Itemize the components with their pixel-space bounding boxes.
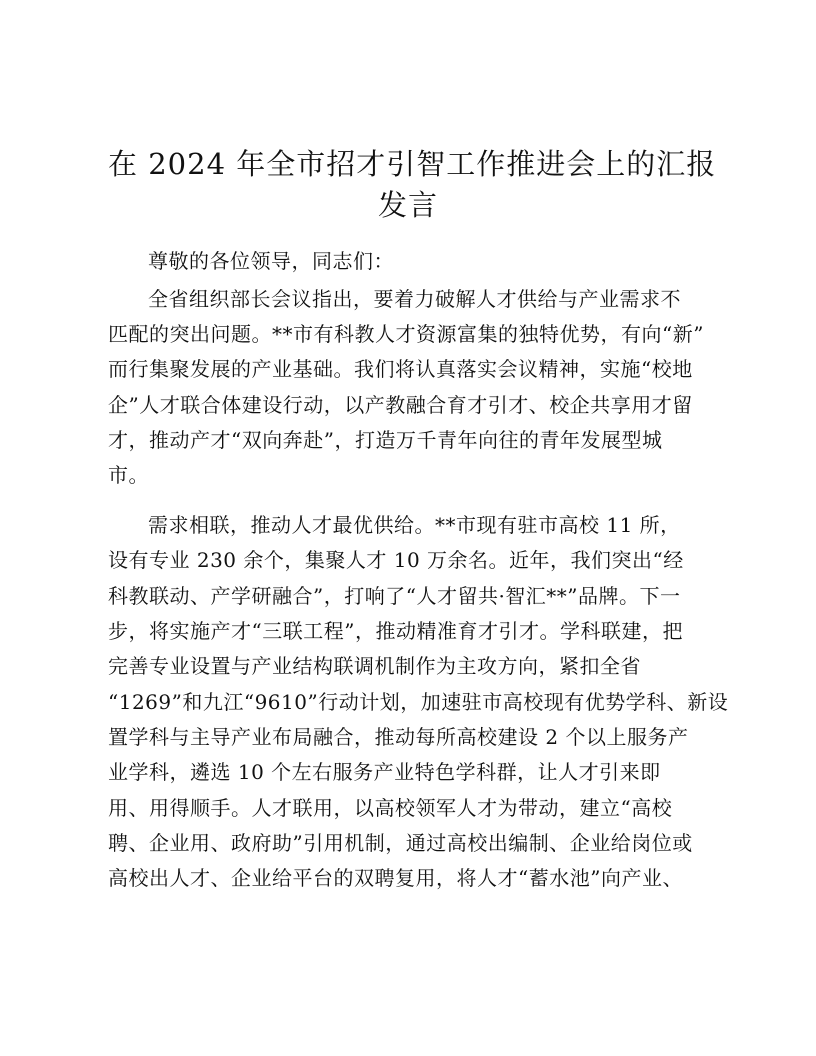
paragraph-1-line-2: 匹配的突出问题。**市有科教人才资源富集的独特优势，有向“新” [108, 322, 704, 346]
paragraph-2-line-2: 设有专业 230 余个，集聚人才 10 万余名。近年，我们突出“经 [108, 548, 684, 572]
paragraph-1-line-4: 企”人才联合体建设行动，以产教融合育才引才、校企共享用才留 [108, 393, 693, 417]
paragraph-1-line-3: 而行集聚发展的产业基础。我们将认真落实会议精神，实施“校地 [108, 357, 693, 381]
document-title-line-1: 在 2024 年全市招才引智工作推进会上的汇报 [108, 147, 717, 181]
paragraph-2-line-9: 用、用得顺手。人才联用，以高校领军人才为带动，建立“高校 [108, 796, 673, 820]
paragraph-2-line-3: 科教联动、产学研融合”，打响了“人才留共·智汇**”品牌。下一 [108, 584, 681, 608]
paragraph-2-line-6: “1269”和九江“9610”行动计划，加速驻市高校现有优势学科、新设 [108, 690, 729, 714]
salutation-line: 尊敬的各位领导，同志们： [148, 249, 394, 273]
paragraph-2-line-7: 置学科与主导产业布局融合，推动每所高校建设 2 个以上服务产 [108, 725, 689, 749]
paragraph-2-line-4: 步，将实施产才“三联工程”，推动精准育才引才。学科联建，把 [108, 619, 683, 643]
document-title-line-2: 发言 [377, 188, 438, 222]
paragraph-1-line-5: 才，推动产才“双向奔赴”，打造万千青年向往的青年发展型城 [108, 428, 663, 452]
paragraph-1-line-6: 市。 [108, 463, 149, 487]
paragraph-2-line-11: 高校出人才、企业给平台的双聘复用，将人才“蓄水池”向产业、 [108, 866, 683, 890]
paragraph-2-line-10: 聘、企业用、政府助”引用机制，通过高校出编制、企业给岗位或 [108, 831, 693, 855]
paragraph-2-line-5: 完善专业设置与产业结构联调机制作为主攻方向，紧扣全省 [108, 654, 641, 678]
paragraph-2-line-8: 业学科，遴选 10 个左右服务产业特色学科群，让人才引来即 [108, 760, 661, 784]
paragraph-1-line-1: 全省组织部长会议指出，要着力破解人才供给与产业需求不 [148, 287, 681, 311]
paragraph-2-line-1: 需求相联，推动人才最优供给。**市现有驻市高校 11 所， [148, 513, 681, 537]
